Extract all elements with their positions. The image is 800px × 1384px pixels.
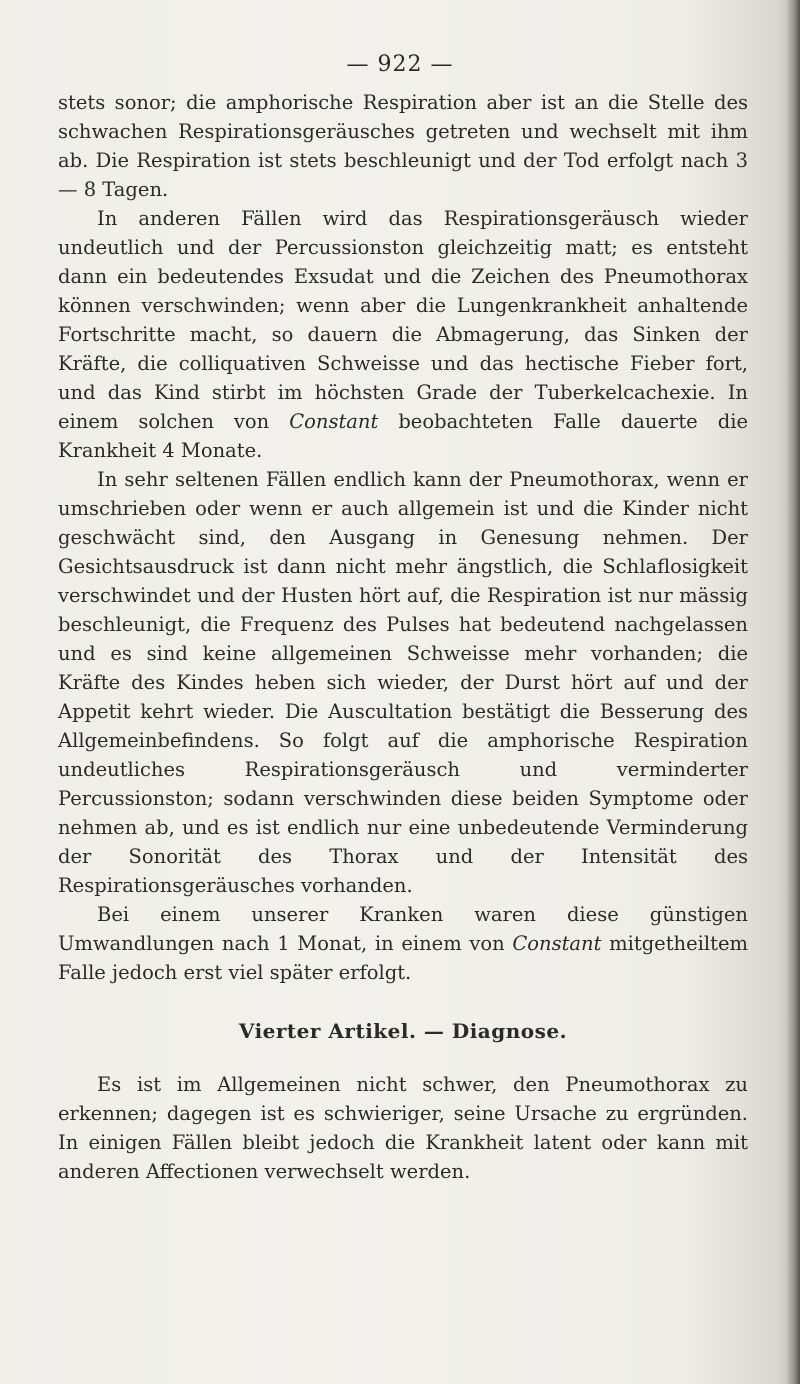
paragraph-2-part-a: In anderen Fällen wird das Respirationsgeräusch wieder undeutlich und der Percussionston gleichzeitig matt; es entsteht dann ein bedeutendes Exsudat und die Zeichen des Pneumothorax können verschwinden; wenn aber die Lungenkrankheit anhaltende Fortschritte macht, so dauern die Abmagerung, das Sinken der Kräfte, die colliquativen Schweisse und das hectische Fieber fort, und das Kind stirbt im höchsten Grade der Tuberkelcachexie. In einem solchen von <box>58 207 748 433</box>
paragraph-5: Es ist im Allgemeinen nicht schwer, den Pneumothorax zu erkennen; dagegen ist es schwieriger, seine Ursache zu ergründen. In einigen Fällen bleibt jedoch die Krankheit latent oder kann mit anderen Affectionen verwechselt werden. <box>58 1073 748 1183</box>
author-name-constant-2: Constant <box>512 932 602 955</box>
paragraph-3: In sehr seltenen Fällen endlich kann der Pneumothorax, wenn er umschrieben oder wenn er auch allgemein ist und die Kinder nicht geschwächt sind, den Ausgang in Genesung nehmen. Der Gesichtsausdruck ist dann nicht mehr ängstlich, die Schlaflosigkeit verschwindet und der Husten hört auf, die Respiration ist nur mässig beschleunigt, die Frequenz des Pulses hat bedeutend nachgelassen und es sind keine allgemeinen Schweisse mehr vorhanden; die Kräfte des Kindes heben sich wieder, der Durst hört auf und der Appetit kehrt wieder. Die Auscultation bestätigt die Besserung des Allgemeinbefindens. So folgt auf die amphorische Respiration undeutliches Respirationsgeräusch und verminderter Percussionston; sodann verschwinden diese beiden Symptome oder nehmen ab, und es ist endlich nur eine unbedeutende Verminderung der Sonorität des Thorax und der Intensität des Respirationsgeräusches vorhanden. <box>58 468 748 897</box>
paragraph-4-part-a: Bei einem unserer Kranken waren diese günstigen Umwandlungen nach 1 Monat, in einem von <box>58 903 748 955</box>
paragraph-2-part-b: beobachteten Falle dauerte die Krankheit 4 Monate. <box>58 410 748 462</box>
paragraph-4 <box>58 900 748 987</box>
author-name-constant: Constant <box>289 410 379 433</box>
section-heading: Vierter Artikel. — Diagnose. <box>238 1019 568 1043</box>
page-edge-shadow <box>786 0 800 1384</box>
page-number: — 922 — <box>346 52 454 77</box>
paragraph-1: stets sonor; die amphorische Respiration aber ist an die Stelle des schwachen Respirationsgeräusches getreten und wechselt mit ihm ab. Die Respiration ist stets beschleunigt und der Tod erfolgt nach 3 — 8 Tagen. <box>58 91 748 201</box>
paragraph-4-part-b: mitgetheiltem Falle jedoch erst viel später erfolgt. <box>58 932 748 984</box>
paragraph-2 <box>58 204 748 465</box>
body-text <box>58 88 748 1186</box>
